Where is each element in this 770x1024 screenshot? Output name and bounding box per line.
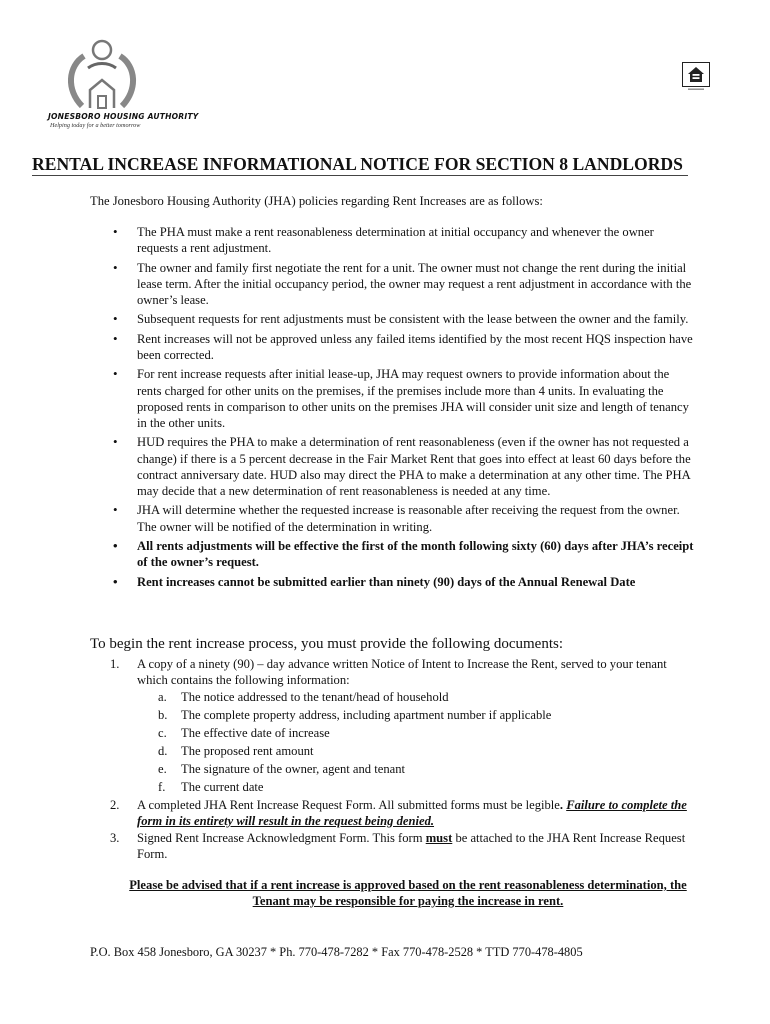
list-item-text: Rent increases cannot be submitted earlier than ninety (90) days of the Annual Renewal Date — [137, 574, 636, 589]
denial-warning: Failure to complete the form in its entirety will result in the request being denied. — [137, 797, 687, 828]
bullet-marker: • — [113, 537, 118, 553]
item-number: 3. — [110, 831, 120, 846]
sub-list-item — [137, 779, 694, 795]
notice-requirements-list — [137, 689, 694, 795]
jha-logo — [46, 38, 199, 138]
footer-contact: P.O. Box 458 Jonesboro, GA 30237 * Ph. 770-478-7282 * Fax 770-478-2528 * TTD 770-478-4805 — [90, 945, 583, 959]
bullet-marker: • — [113, 224, 118, 239]
bullet-marker: • — [113, 311, 118, 327]
policy-list — [110, 224, 694, 593]
item-letter: f. — [158, 779, 166, 794]
list-item-text: JHA will determine whether the requested increase is reasonable after receiving the request from the owner. The owner will be notified of the determination in writing. — [137, 503, 680, 534]
org-name: JONESBORO HOUSING AUTHORITY — [48, 112, 199, 121]
list-item — [110, 434, 694, 499]
list-item — [110, 656, 694, 795]
list-item — [110, 331, 694, 363]
documents-heading: To begin the rent increase process, you must provide the following documents: — [90, 636, 564, 652]
advisory-notice: Please be advised that if a rent increase is approved based on the rent reasonableness determination, the Tenant may be responsible for paying the increase in rent. — [129, 878, 687, 909]
sub-list-item — [137, 761, 694, 777]
sub-list-item-text: The complete property address, including apartment number if applicable — [181, 708, 552, 723]
documents-list — [110, 656, 694, 864]
list-item-text: HUD requires the PHA to make a determination of rent reasonableness (even if the owner has not requested a change) if there is a 5 percent decrease in the Fair Market Rent that goes into effect at least 60 days before the contract anniversary date. HUD also may direct the PHA to make a determination at any other time. The PHA may decide that a new determination of rent reasonableness is needed at any time. — [137, 435, 691, 498]
jha-logo-icon — [62, 38, 142, 110]
sub-list-item-text: The signature of the owner, agent and tenant — [181, 761, 406, 776]
list-item — [110, 502, 694, 534]
bullet-marker: • — [113, 366, 118, 382]
bullet-marker: • — [113, 259, 118, 275]
item-number: 1. — [110, 657, 120, 671]
list-item — [110, 574, 694, 590]
item-number: 2. — [110, 797, 120, 812]
list-item — [110, 260, 694, 309]
list-item-text: The owner and family first negotiate the rent for a unit. The owner must not change the rent during the initial lease term. After the initial occupancy period, the owner may request a rent adjustment in accordance with the owner’s lease. — [137, 260, 692, 307]
list-item — [110, 538, 694, 570]
list-item — [110, 797, 694, 829]
sub-list-item — [137, 725, 694, 741]
list-item — [110, 366, 694, 431]
page-title: RENTAL INCREASE INFORMATIONAL NOTICE FOR SECTION 8 LANDLORDS — [32, 154, 683, 174]
list-item-text: Subsequent requests for rent adjustments must be consistent with the lease between the owner and the family. — [137, 312, 689, 327]
period: . — [559, 797, 564, 812]
bullet-marker: • — [113, 330, 118, 346]
list-item — [110, 311, 694, 327]
sub-list-item — [137, 707, 694, 723]
item-letter: e. — [158, 761, 167, 776]
sub-list-item-text: The proposed rent amount — [181, 744, 314, 759]
list-item-text: All rents adjustments will be effective the first of the month following sixty (60) days after JHA’s receipt of the owner’s request. — [137, 538, 694, 570]
sub-list-item-text: The effective date of increase — [181, 726, 330, 741]
intro-text: The Jonesboro Housing Authority (JHA) policies regarding Rent Increases are as follows: — [90, 194, 543, 208]
list-item-text: Rent increases will not be approved unless any failed items identified by the most recent HQS inspection have been corrected. — [137, 331, 693, 362]
sub-list-item-text: The current date — [181, 779, 264, 794]
list-item — [110, 224, 694, 256]
list-item-text: A completed JHA Rent Increase Request Form. All submitted forms must be legible — [137, 797, 560, 812]
list-item — [110, 830, 694, 862]
list-item-text: be attached to the JHA Rent Increase Request Form. — [137, 831, 686, 862]
bullet-marker: • — [113, 502, 118, 518]
sub-list-item — [137, 689, 694, 705]
item-letter: c. — [158, 726, 167, 741]
list-item-text: A copy of a ninety (90) – day advance written Notice of Intent to Increase the Rent, served to your tenant which contains the following information: — [137, 657, 667, 688]
sub-list-item-text: The notice addressed to the tenant/head of household — [181, 690, 449, 705]
bullet-marker: • — [113, 434, 118, 450]
item-letter: b. — [158, 708, 168, 723]
bullet-marker: • — [113, 573, 118, 589]
item-letter: d. — [158, 744, 168, 759]
item-letter: a. — [158, 690, 167, 705]
title-underline — [32, 175, 688, 176]
sub-list-item — [137, 743, 694, 759]
list-item-text: For rent increase requests after initial lease-up, JHA may request owners to provide information about the rents charged for other units on the premises, if the premises include more than 4 units. In evaluating the proposed rents in comparison to other units on the premises JHA will consider unit size and length of tenancy in the other units. — [137, 367, 689, 430]
must-emphasis: must — [425, 831, 453, 846]
list-item-text: The PHA must make a rent reasonableness determination at initial occupancy and whenever the owner requests a rent adjustment. — [137, 225, 654, 256]
equal-housing-opportunity-icon — [682, 62, 710, 92]
org-tagline: Helping today for a better tomorrow — [50, 122, 141, 129]
list-item-text: Signed Rent Increase Acknowledgment Form. This form — [137, 831, 423, 846]
